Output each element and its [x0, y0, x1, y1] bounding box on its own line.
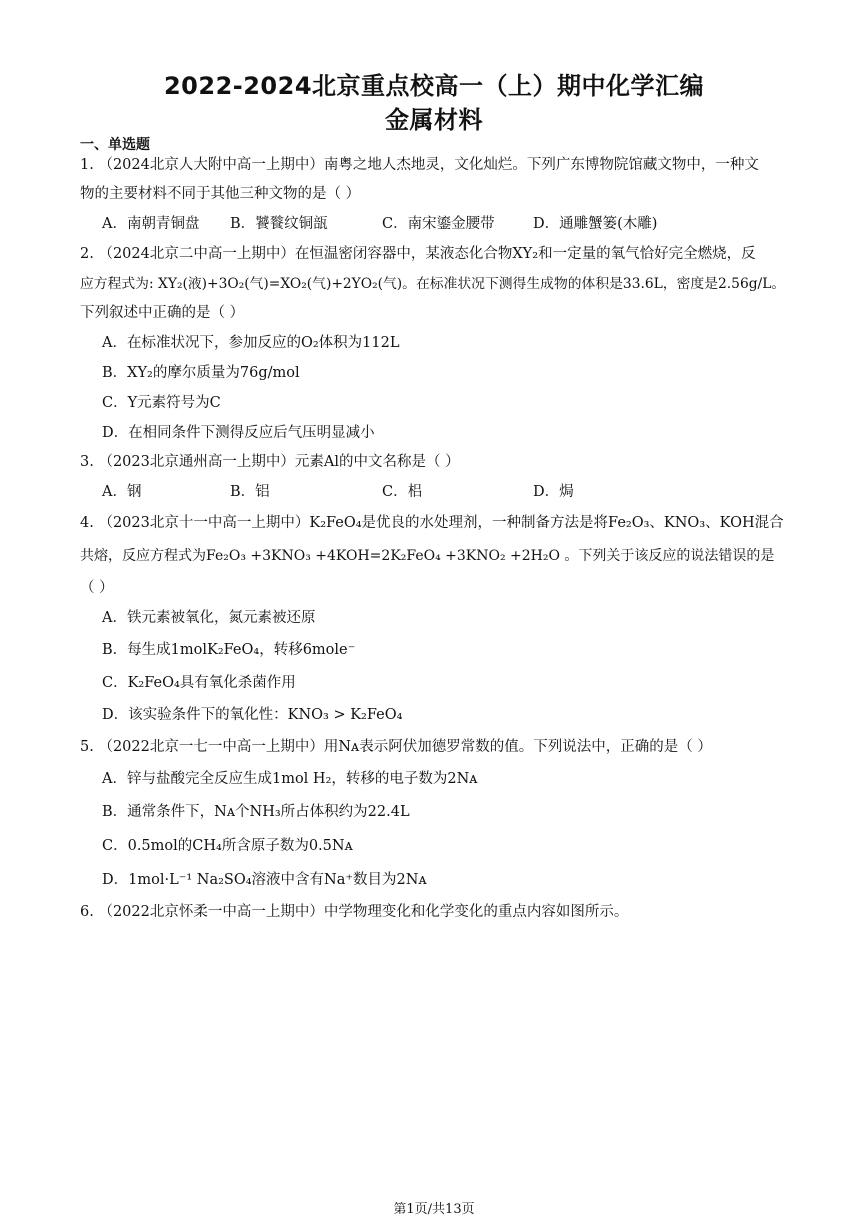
- question-source: （2023北京十一中高一上期中）: [98, 515, 310, 531]
- question-text: 中学物理变化和化学变化的重点内容如图所示。: [323, 904, 629, 920]
- question-5-line1: [80, 737, 712, 757]
- question-4-option-c: C．K₂FeO₄具有氧化杀菌作用: [102, 675, 296, 691]
- question-source: （2022北京一七一中高一上期中）: [98, 739, 324, 755]
- question-text: 用Nᴀ表示阿伏加德罗常数的值。下列说法中，正确的是（ ）: [323, 739, 712, 755]
- question-1-line1: [80, 155, 759, 175]
- document-title: 2022-2024北京重点校高一（上）期中化学汇编: [163, 72, 705, 100]
- question-4-line1: [80, 513, 784, 533]
- question-3-line1: [80, 452, 460, 472]
- question-number: 2.: [80, 246, 94, 262]
- question-number: 6.: [80, 904, 94, 920]
- question-1-line2: 物的主要材料不同于其他三种文物的是（ ）: [80, 186, 361, 202]
- question-2-line2: 应方程式为: XY₂(液)+3O₂(气)=XO₂(气)+2YO₂(气)。在标准状况下测得生成物的体积是33.6L，密度是2.56g/L。: [80, 276, 786, 292]
- page-footer: 第1页/共13页: [393, 1202, 475, 1217]
- question-3-option-c: C．梠: [382, 484, 423, 500]
- question-5-option-d: D．1mol·L⁻¹ Na₂SO₄溶液中含有Na⁺数目为2Nᴀ: [102, 872, 427, 888]
- document-subtitle: 金属材料: [385, 106, 483, 134]
- question-5-option-b: B．通常条件下，Nᴀ个NH₃所占体积约为22.4L: [102, 804, 410, 820]
- question-2-option-c: C．Y元素符号为C: [102, 395, 221, 411]
- question-1-option-b: B．饕餮纹铜瓿: [230, 216, 328, 232]
- question-3-option-d: D．焗: [533, 484, 574, 500]
- question-5-option-c: C．0.5mol的CH₄所含原子数为0.5Nᴀ: [102, 838, 353, 854]
- question-source: （2023北京通州高一上期中）: [98, 454, 295, 470]
- question-4-line3: （ ）: [80, 580, 114, 596]
- question-5-option-a: A．锌与盐酸完全反应生成1mol H₂，转移的电子数为2Nᴀ: [102, 771, 478, 787]
- question-2-line3: 下列叙述中正确的是（ ）: [80, 305, 245, 321]
- question-1-option-a: A．南朝青铜盘: [102, 216, 200, 232]
- question-3-option-b: B．铝: [230, 484, 270, 500]
- question-2-line1: [80, 244, 756, 264]
- question-2-option-a: A．在标准状况下，参加反应的O₂体积为112L: [102, 335, 400, 351]
- question-4-line2: 共熔，反应方程式为Fe₂O₃ +3KNO₃ +4KOH=2K₂FeO₄ +3KNO₂ +2H₂O 。下列关于该反应的说法错误的是: [80, 548, 775, 564]
- question-text: 元素Al的中文名称是（ ）: [294, 454, 460, 470]
- question-3-option-a: A．钢: [102, 484, 142, 500]
- question-2-option-d: D．在相同条件下测得反应后气压明显减小: [102, 425, 375, 441]
- question-number: 5.: [80, 739, 94, 755]
- question-1-option-d: D．通雕蟹篓(木雕): [533, 216, 658, 232]
- section-heading: 一、单选题: [80, 137, 150, 153]
- question-6-line1: [80, 902, 628, 922]
- question-4-option-d: D．该实验条件下的氧化性：KNO₃ > K₂FeO₄: [102, 707, 403, 723]
- question-source: （2024北京二中高一上期中）: [98, 246, 295, 262]
- question-2-option-b: B．XY₂的摩尔质量为76g/mol: [102, 365, 300, 381]
- question-number: 1.: [80, 157, 94, 173]
- question-text: 南粤之地人杰地灵，文化灿烂。下列广东博物院馆藏文物中，一种文: [323, 157, 759, 173]
- question-4-option-b: B．每生成1molK₂FeO₄，转移6mole⁻: [102, 642, 356, 658]
- question-4-option-a: A．铁元素被氧化，氮元素被还原: [102, 610, 316, 626]
- question-source: （2024北京人大附中高一上期中）: [98, 157, 324, 173]
- question-text: 在恒温密闭容器中，某液态化合物XY₂和一定量的氧气恰好完全燃烧，反: [294, 246, 756, 262]
- question-number: 4.: [80, 515, 94, 531]
- question-number: 3.: [80, 454, 94, 470]
- question-source: （2022北京怀柔一中高一上期中）: [98, 904, 324, 920]
- question-1-option-c: C．南宋鎏金腰带: [382, 216, 495, 232]
- question-text: K₂FeO₄是优良的水处理剂，一种制备方法是将Fe₂O₃、KNO₃、KOH混合: [309, 515, 784, 531]
